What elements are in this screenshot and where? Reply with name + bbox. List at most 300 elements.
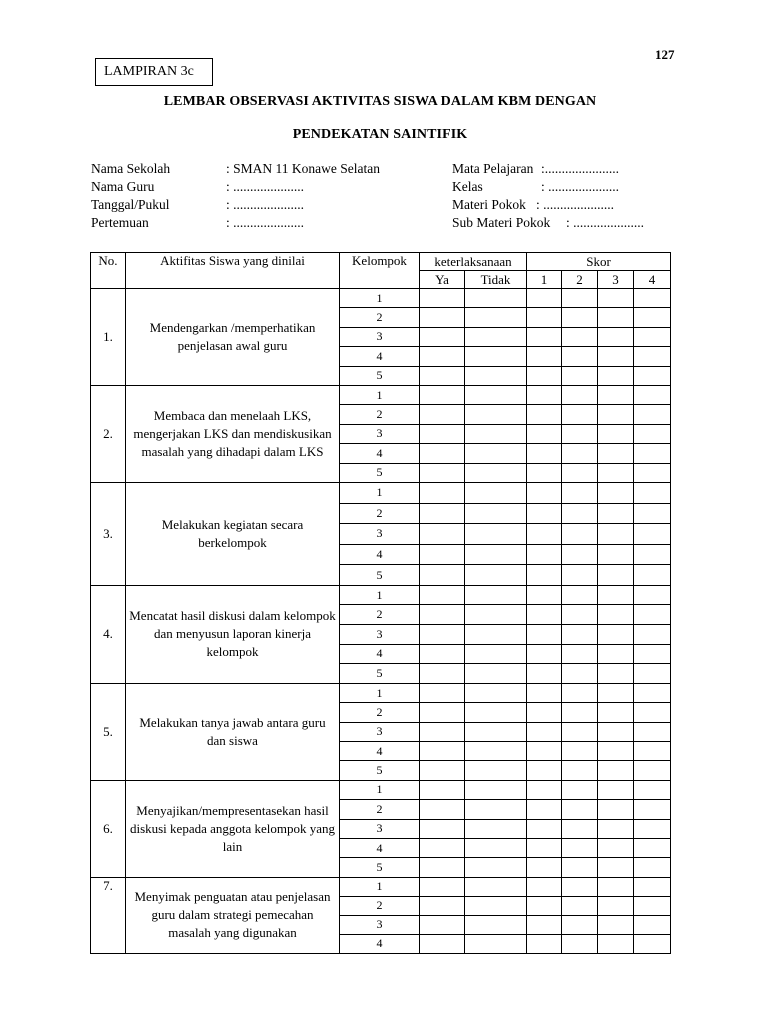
table-row <box>91 585 671 605</box>
ya-cell[interactable] <box>420 858 465 877</box>
info-row <box>91 214 421 232</box>
skor-1-cell[interactable] <box>527 482 562 503</box>
skor-4-cell[interactable] <box>634 761 671 780</box>
skor-3-cell[interactable] <box>598 366 634 385</box>
skor-1-cell[interactable] <box>527 605 562 625</box>
skor-4-cell[interactable] <box>634 838 671 857</box>
skor-2-cell[interactable] <box>562 742 598 761</box>
ya-cell[interactable] <box>420 385 465 404</box>
skor-1-cell[interactable] <box>527 585 562 605</box>
info-row <box>91 196 421 214</box>
skor-1-cell[interactable] <box>527 683 562 702</box>
skor-3-cell[interactable] <box>598 347 634 366</box>
tidak-cell[interactable] <box>465 565 527 586</box>
skor-4-cell[interactable] <box>634 308 671 327</box>
skor-2-cell[interactable] <box>562 524 598 545</box>
skor-1-cell[interactable] <box>527 934 562 953</box>
skor-3-cell[interactable] <box>598 565 634 586</box>
tidak-cell[interactable] <box>465 444 527 463</box>
skor-3-cell[interactable] <box>598 683 634 702</box>
ya-cell[interactable] <box>420 644 465 664</box>
skor-4-cell[interactable] <box>634 327 671 346</box>
skor-2-cell[interactable] <box>562 605 598 625</box>
skor-3-cell[interactable] <box>598 761 634 780</box>
group-number: 1 <box>340 585 420 605</box>
skor-4-cell[interactable] <box>634 585 671 605</box>
skor-3-cell[interactable] <box>598 289 634 308</box>
skor-1-cell[interactable] <box>527 644 562 664</box>
ya-cell[interactable] <box>420 722 465 741</box>
skor-4-cell[interactable] <box>634 366 671 385</box>
header-skor-3: 3 <box>598 271 634 289</box>
skor-3-cell[interactable] <box>598 503 634 524</box>
skor-1-cell[interactable] <box>527 524 562 545</box>
ya-cell[interactable] <box>420 308 465 327</box>
ya-cell[interactable] <box>420 838 465 857</box>
ya-cell[interactable] <box>420 482 465 503</box>
skor-3-cell[interactable] <box>598 819 634 838</box>
skor-4-cell[interactable] <box>634 524 671 545</box>
row-number: 5. <box>91 683 126 780</box>
group-number: 4 <box>340 544 420 565</box>
skor-1-cell[interactable] <box>527 544 562 565</box>
skor-4-cell[interactable] <box>634 625 671 645</box>
ya-cell[interactable] <box>420 664 465 684</box>
observation-table <box>90 252 671 954</box>
skor-4-cell[interactable] <box>634 565 671 586</box>
info-row <box>452 214 682 232</box>
info-row <box>452 160 682 178</box>
tidak-cell[interactable] <box>465 877 527 896</box>
group-number: 4 <box>340 838 420 857</box>
skor-1-cell[interactable] <box>527 800 562 819</box>
skor-1-cell[interactable] <box>527 503 562 524</box>
skor-2-cell[interactable] <box>562 877 598 896</box>
skor-2-cell[interactable] <box>562 503 598 524</box>
skor-2-cell[interactable] <box>562 915 598 934</box>
skor-1-cell[interactable] <box>527 858 562 877</box>
info-label: Nama Sekolah <box>91 161 171 176</box>
skor-2-cell[interactable] <box>562 934 598 953</box>
tidak-cell[interactable] <box>465 722 527 741</box>
group-number: 5 <box>340 664 420 684</box>
group-number: 5 <box>340 565 420 586</box>
group-number: 2 <box>340 896 420 915</box>
info-label: Nama Guru <box>91 179 155 194</box>
skor-1-cell[interactable] <box>527 424 562 443</box>
document-title-line1: LEMBAR OBSERVASI AKTIVITAS SISWA DALAM KBM DENGAN <box>163 94 597 109</box>
group-number: 1 <box>340 482 420 503</box>
group-number: 1 <box>340 877 420 896</box>
skor-4-cell[interactable] <box>634 858 671 877</box>
skor-3-cell[interactable] <box>598 877 634 896</box>
ya-cell[interactable] <box>420 934 465 953</box>
skor-4-cell[interactable] <box>634 289 671 308</box>
tidak-cell[interactable] <box>465 308 527 327</box>
ya-cell[interactable] <box>420 915 465 934</box>
skor-4-cell[interactable] <box>634 703 671 722</box>
group-number: 1 <box>340 385 420 404</box>
skor-4-cell[interactable] <box>634 800 671 819</box>
tidak-cell[interactable] <box>465 934 527 953</box>
ya-cell[interactable] <box>420 424 465 443</box>
header-no: No. <box>91 253 126 289</box>
skor-3-cell[interactable] <box>598 742 634 761</box>
group-number: 3 <box>340 424 420 443</box>
skor-4-cell[interactable] <box>634 742 671 761</box>
header-skor-4: 4 <box>634 271 671 289</box>
ya-cell[interactable] <box>420 327 465 346</box>
table-row <box>91 877 671 896</box>
skor-3-cell[interactable] <box>598 703 634 722</box>
ya-cell[interactable] <box>420 896 465 915</box>
skor-2-cell[interactable] <box>562 463 598 482</box>
header-skor: Skor <box>527 253 671 271</box>
skor-4-cell[interactable] <box>634 934 671 953</box>
skor-4-cell[interactable] <box>634 463 671 482</box>
info-value: : ..................... <box>541 179 620 194</box>
skor-3-cell[interactable] <box>598 385 634 404</box>
skor-2-cell[interactable] <box>562 761 598 780</box>
table-row <box>91 482 671 503</box>
skor-4-cell[interactable] <box>634 544 671 565</box>
skor-3-cell[interactable] <box>598 896 634 915</box>
group-number: 4 <box>340 934 420 953</box>
skor-2-cell[interactable] <box>562 385 598 404</box>
skor-3-cell[interactable] <box>598 838 634 857</box>
ya-cell[interactable] <box>420 347 465 366</box>
group-number: 2 <box>340 605 420 625</box>
header-aktivitas: Aktifitas Siswa yang dinilai <box>126 253 340 289</box>
page-number: 127 <box>655 47 675 62</box>
ya-cell[interactable] <box>420 289 465 308</box>
skor-3-cell[interactable] <box>598 327 634 346</box>
tidak-cell[interactable] <box>465 385 527 404</box>
info-value: : ..................... <box>566 215 645 230</box>
info-value: : ..................... <box>226 179 305 194</box>
tidak-cell[interactable] <box>465 366 527 385</box>
ya-cell[interactable] <box>420 780 465 799</box>
tidak-cell[interactable] <box>465 424 527 443</box>
skor-1-cell[interactable] <box>527 896 562 915</box>
info-row <box>452 196 682 214</box>
group-number: 3 <box>340 722 420 741</box>
header-tidak: Tidak <box>465 271 527 289</box>
skor-1-cell[interactable] <box>527 625 562 645</box>
group-number: 1 <box>340 289 420 308</box>
skor-3-cell[interactable] <box>598 482 634 503</box>
skor-3-cell[interactable] <box>598 544 634 565</box>
skor-2-cell[interactable] <box>562 838 598 857</box>
skor-2-cell[interactable] <box>562 644 598 664</box>
skor-4-cell[interactable] <box>634 347 671 366</box>
tidak-cell[interactable] <box>465 524 527 545</box>
row-number: 3. <box>91 482 126 585</box>
skor-2-cell[interactable] <box>562 800 598 819</box>
skor-1-cell[interactable] <box>527 289 562 308</box>
skor-4-cell[interactable] <box>634 503 671 524</box>
group-number: 2 <box>340 503 420 524</box>
info-row <box>91 160 421 178</box>
skor-1-cell[interactable] <box>527 366 562 385</box>
skor-1-cell[interactable] <box>527 308 562 327</box>
skor-2-cell[interactable] <box>562 625 598 645</box>
skor-1-cell[interactable] <box>527 664 562 684</box>
info-value: : ..................... <box>226 197 305 212</box>
skor-3-cell[interactable] <box>598 644 634 664</box>
tidak-cell[interactable] <box>465 896 527 915</box>
skor-4-cell[interactable] <box>634 877 671 896</box>
tidak-cell[interactable] <box>465 327 527 346</box>
tidak-cell[interactable] <box>465 644 527 664</box>
ya-cell[interactable] <box>420 703 465 722</box>
info-value: : ..................... <box>226 215 305 230</box>
tidak-cell[interactable] <box>465 289 527 308</box>
tidak-cell[interactable] <box>465 625 527 645</box>
header-keterlaksanaan: keterlaksanaan <box>420 253 527 271</box>
skor-1-cell[interactable] <box>527 877 562 896</box>
tidak-cell[interactable] <box>465 742 527 761</box>
group-number: 2 <box>340 703 420 722</box>
skor-3-cell[interactable] <box>598 405 634 424</box>
tidak-cell[interactable] <box>465 780 527 799</box>
activity-description: Mencatat hasil diskusi dalam kelompok dan menyusun laporan kinerja kelompok <box>126 585 340 683</box>
skor-2-cell[interactable] <box>562 347 598 366</box>
skor-2-cell[interactable] <box>562 327 598 346</box>
tidak-cell[interactable] <box>465 482 527 503</box>
activity-description: Melakukan kegiatan secara berkelompok <box>126 482 340 585</box>
tidak-cell[interactable] <box>465 761 527 780</box>
row-number: 6. <box>91 780 126 877</box>
skor-4-cell[interactable] <box>634 424 671 443</box>
group-number: 2 <box>340 405 420 424</box>
info-left <box>91 160 421 232</box>
header-skor-1: 1 <box>527 271 562 289</box>
tidak-cell[interactable] <box>465 915 527 934</box>
tidak-cell[interactable] <box>465 405 527 424</box>
skor-3-cell[interactable] <box>598 308 634 327</box>
group-number: 5 <box>340 761 420 780</box>
row-number: 7. <box>91 877 126 953</box>
skor-1-cell[interactable] <box>527 385 562 404</box>
skor-3-cell[interactable] <box>598 444 634 463</box>
skor-3-cell[interactable] <box>598 463 634 482</box>
tidak-cell[interactable] <box>465 544 527 565</box>
skor-2-cell[interactable] <box>562 424 598 443</box>
skor-2-cell[interactable] <box>562 565 598 586</box>
tidak-cell[interactable] <box>465 503 527 524</box>
skor-3-cell[interactable] <box>598 664 634 684</box>
info-right <box>452 160 682 232</box>
table-row <box>91 780 671 799</box>
skor-2-cell[interactable] <box>562 308 598 327</box>
info-label: Sub Materi Pokok <box>452 215 551 230</box>
skor-1-cell[interactable] <box>527 405 562 424</box>
skor-4-cell[interactable] <box>634 385 671 404</box>
tidak-cell[interactable] <box>465 800 527 819</box>
tidak-cell[interactable] <box>465 463 527 482</box>
info-label: Materi Pokok <box>452 197 526 212</box>
table-row <box>91 385 671 404</box>
skor-3-cell[interactable] <box>598 722 634 741</box>
activity-description: Melakukan tanya jawab antara guru dan siswa <box>126 683 340 780</box>
ya-cell[interactable] <box>420 800 465 819</box>
skor-1-cell[interactable] <box>527 722 562 741</box>
skor-4-cell[interactable] <box>634 605 671 625</box>
skor-2-cell[interactable] <box>562 664 598 684</box>
skor-2-cell[interactable] <box>562 780 598 799</box>
row-number: 1. <box>91 289 126 386</box>
group-number: 3 <box>340 915 420 934</box>
tidak-cell[interactable] <box>465 585 527 605</box>
lampiran-label: LAMPIRAN 3c <box>95 58 213 86</box>
skor-4-cell[interactable] <box>634 405 671 424</box>
skor-2-cell[interactable] <box>562 896 598 915</box>
ya-cell[interactable] <box>420 625 465 645</box>
skor-1-cell[interactable] <box>527 742 562 761</box>
info-row <box>91 178 421 196</box>
ya-cell[interactable] <box>420 503 465 524</box>
skor-2-cell[interactable] <box>562 405 598 424</box>
skor-2-cell[interactable] <box>562 585 598 605</box>
group-number: 3 <box>340 625 420 645</box>
skor-4-cell[interactable] <box>634 644 671 664</box>
tidak-cell[interactable] <box>465 605 527 625</box>
skor-2-cell[interactable] <box>562 683 598 702</box>
skor-4-cell[interactable] <box>634 683 671 702</box>
skor-1-cell[interactable] <box>527 915 562 934</box>
ya-cell[interactable] <box>420 524 465 545</box>
group-number: 3 <box>340 524 420 545</box>
info-label: Kelas <box>452 179 483 194</box>
group-number: 3 <box>340 819 420 838</box>
skor-3-cell[interactable] <box>598 625 634 645</box>
table-row <box>91 683 671 702</box>
skor-2-cell[interactable] <box>562 482 598 503</box>
row-number: 4. <box>91 585 126 683</box>
skor-2-cell[interactable] <box>562 289 598 308</box>
header-kelompok: Kelompok <box>340 253 420 289</box>
skor-1-cell[interactable] <box>527 838 562 857</box>
skor-1-cell[interactable] <box>527 761 562 780</box>
skor-3-cell[interactable] <box>598 424 634 443</box>
group-number: 5 <box>340 366 420 385</box>
group-number: 3 <box>340 327 420 346</box>
ya-cell[interactable] <box>420 877 465 896</box>
skor-2-cell[interactable] <box>562 858 598 877</box>
skor-2-cell[interactable] <box>562 819 598 838</box>
skor-2-cell[interactable] <box>562 722 598 741</box>
header-ya: Ya <box>420 271 465 289</box>
skor-3-cell[interactable] <box>598 858 634 877</box>
info-value: : ..................... <box>536 197 615 212</box>
group-number: 5 <box>340 463 420 482</box>
activity-description: Mendengarkan /memperhatikan penjelasan awal guru <box>126 289 340 386</box>
skor-3-cell[interactable] <box>598 934 634 953</box>
skor-4-cell[interactable] <box>634 915 671 934</box>
group-number: 1 <box>340 780 420 799</box>
skor-1-cell[interactable] <box>527 327 562 346</box>
info-value: :...................... <box>541 161 620 176</box>
skor-1-cell[interactable] <box>527 347 562 366</box>
table-row <box>91 289 671 308</box>
skor-1-cell[interactable] <box>527 565 562 586</box>
skor-4-cell[interactable] <box>634 444 671 463</box>
group-number: 4 <box>340 444 420 463</box>
skor-1-cell[interactable] <box>527 819 562 838</box>
skor-2-cell[interactable] <box>562 703 598 722</box>
tidak-cell[interactable] <box>465 347 527 366</box>
group-number: 2 <box>340 308 420 327</box>
header-skor-2: 2 <box>562 271 598 289</box>
group-number: 4 <box>340 347 420 366</box>
info-label: Tanggal/Pukul <box>91 197 170 212</box>
info-label: Mata Pelajaran <box>452 161 534 176</box>
tidak-cell[interactable] <box>465 683 527 702</box>
tidak-cell[interactable] <box>465 703 527 722</box>
row-number: 2. <box>91 385 126 482</box>
skor-1-cell[interactable] <box>527 463 562 482</box>
ya-cell[interactable] <box>420 565 465 586</box>
ya-cell[interactable] <box>420 544 465 565</box>
ya-cell[interactable] <box>420 742 465 761</box>
ya-cell[interactable] <box>420 605 465 625</box>
skor-4-cell[interactable] <box>634 722 671 741</box>
ya-cell[interactable] <box>420 405 465 424</box>
skor-3-cell[interactable] <box>598 524 634 545</box>
ya-cell[interactable] <box>420 444 465 463</box>
activity-description: Menyajikan/mempresentasekan hasil diskusi kepada anggota kelompok yang lain <box>126 780 340 877</box>
skor-2-cell[interactable] <box>562 366 598 385</box>
tidak-cell[interactable] <box>465 858 527 877</box>
skor-3-cell[interactable] <box>598 780 634 799</box>
tidak-cell[interactable] <box>465 819 527 838</box>
tidak-cell[interactable] <box>465 838 527 857</box>
ya-cell[interactable] <box>420 463 465 482</box>
ya-cell[interactable] <box>420 819 465 838</box>
skor-4-cell[interactable] <box>634 482 671 503</box>
skor-3-cell[interactable] <box>598 800 634 819</box>
skor-3-cell[interactable] <box>598 605 634 625</box>
tidak-cell[interactable] <box>465 664 527 684</box>
document-title-line2: PENDEKATAN SAINTIFIK <box>292 127 468 142</box>
skor-1-cell[interactable] <box>527 703 562 722</box>
group-number: 4 <box>340 644 420 664</box>
skor-4-cell[interactable] <box>634 664 671 684</box>
info-row <box>452 178 682 196</box>
group-number: 1 <box>340 683 420 702</box>
ya-cell[interactable] <box>420 366 465 385</box>
ya-cell[interactable] <box>420 761 465 780</box>
group-number: 4 <box>340 742 420 761</box>
ya-cell[interactable] <box>420 585 465 605</box>
ya-cell[interactable] <box>420 683 465 702</box>
activity-description: Membaca dan menelaah LKS, mengerjakan LKS dan mendiskusikan masalah yang dihadapi dalam LKS <box>126 385 340 482</box>
skor-4-cell[interactable] <box>634 896 671 915</box>
info-label: Pertemuan <box>91 215 149 230</box>
skor-1-cell[interactable] <box>527 444 562 463</box>
group-number: 2 <box>340 800 420 819</box>
skor-3-cell[interactable] <box>598 585 634 605</box>
skor-2-cell[interactable] <box>562 544 598 565</box>
skor-4-cell[interactable] <box>634 819 671 838</box>
skor-2-cell[interactable] <box>562 444 598 463</box>
skor-1-cell[interactable] <box>527 780 562 799</box>
skor-3-cell[interactable] <box>598 915 634 934</box>
skor-4-cell[interactable] <box>634 780 671 799</box>
info-value: : SMAN 11 Konawe Selatan <box>226 161 380 176</box>
group-number: 5 <box>340 858 420 877</box>
